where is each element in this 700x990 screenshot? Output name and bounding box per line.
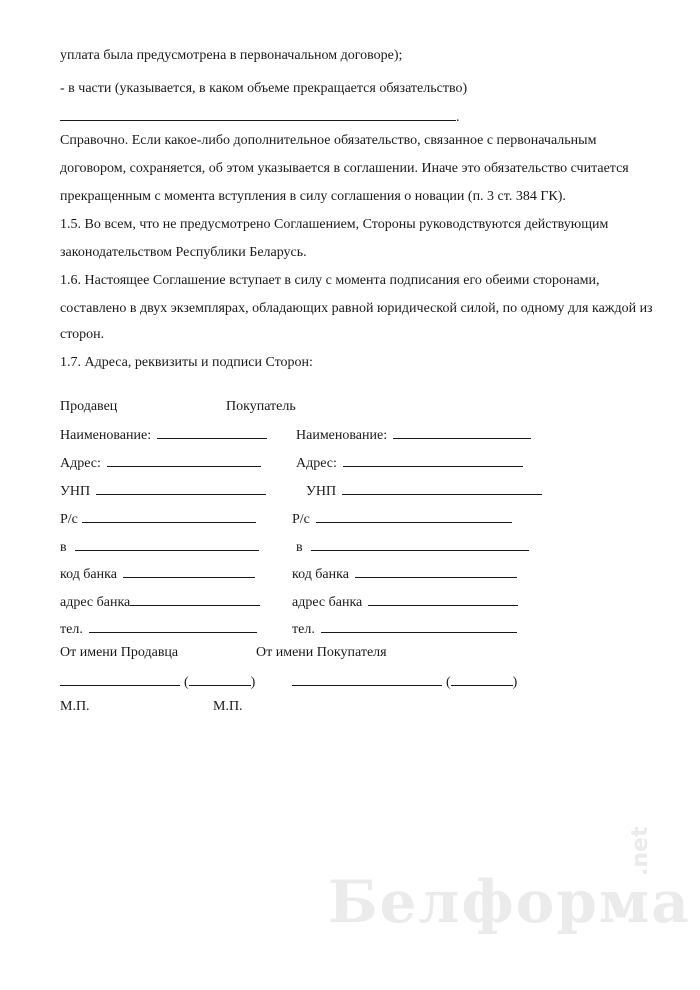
text-line: Справочно. Если какое-либо дополнительное обязательство, связанное с первоначальным <box>60 133 597 148</box>
field-label: Р/с <box>60 512 78 527</box>
field-label: адрес банка <box>292 595 363 610</box>
seller-bank-row <box>60 536 259 557</box>
buyer-bank-code-field[interactable] <box>355 563 517 578</box>
field-label: код банка <box>292 567 349 582</box>
buyer-address-field[interactable] <box>343 452 523 467</box>
seller-stamp: М.П. <box>60 699 90 714</box>
seller-account-field[interactable] <box>82 508 256 523</box>
seller-signature-field[interactable] <box>60 671 180 686</box>
buyer-bank-field[interactable] <box>311 536 529 551</box>
seller-name-field[interactable] <box>157 424 267 439</box>
field-label: Адрес: <box>60 456 101 471</box>
field-label: тел. <box>60 622 83 637</box>
field-label: адрес банка <box>60 595 131 610</box>
seller-bank-address-row <box>60 591 260 612</box>
field-label: УНП <box>60 484 91 499</box>
paren-close: ) <box>250 675 256 690</box>
seller-unp-row <box>60 480 266 501</box>
seller-signature-row <box>60 671 255 692</box>
text-line: 1.6. Настоящее Соглашение вступает в силу с момента подписания его обеими сторонами, <box>60 273 600 288</box>
seller-address-field[interactable] <box>107 452 261 467</box>
seller-on-behalf: От имени Продавца <box>60 645 179 660</box>
seller-address-row <box>60 452 261 473</box>
buyer-bank-address-field[interactable] <box>368 591 518 606</box>
buyer-signature-field[interactable] <box>292 671 442 686</box>
paren-open: ( <box>184 675 189 690</box>
seller-bank-field[interactable] <box>75 536 259 551</box>
paren-close: ) <box>512 675 518 690</box>
seller-bank-code-field[interactable] <box>123 563 255 578</box>
field-label: в <box>296 540 303 555</box>
paren-open: ( <box>446 675 451 690</box>
buyer-bank-code-row <box>292 563 517 584</box>
seller-account-row <box>60 508 256 529</box>
seller-bank-code-row <box>60 563 255 584</box>
field-label: УНП <box>306 484 337 499</box>
field-label: в <box>60 540 67 555</box>
buyer-address-row <box>296 452 523 473</box>
volume-blank <box>60 106 456 121</box>
seller-phone-field[interactable] <box>89 618 257 633</box>
text-line: законодательством Республики Беларусь. <box>60 245 307 260</box>
buyer-heading: Покупатель <box>226 399 296 414</box>
field-label: код банка <box>60 567 117 582</box>
text-line: 1.5. Во всем, что не предусмотрено Соглашением, Стороны руководствуются действующим <box>60 217 609 232</box>
text-line: уплата была предусмотрена в первоначальном договоре); <box>60 48 403 63</box>
period-mark: . <box>456 110 460 125</box>
buyer-name-row <box>296 424 531 445</box>
buyer-phone-field[interactable] <box>321 618 517 633</box>
seller-signature-name-field[interactable] <box>189 671 251 686</box>
seller-name-row <box>60 424 267 445</box>
buyer-account-field[interactable] <box>316 508 512 523</box>
watermark-logo: Белформа <box>328 868 691 936</box>
text-line: составлено в двух экземплярах, обладающих равной юридической силой, по одному для каждой из <box>60 301 653 316</box>
text-line: договором, сохраняется, об этом указывается в соглашении. Иначе это обязательство считается <box>60 161 629 176</box>
buyer-unp-field[interactable] <box>342 480 542 495</box>
buyer-signature-row <box>292 671 517 692</box>
text-line: 1.7. Адреса, реквизиты и подписи Сторон: <box>60 355 313 370</box>
text-line: прекращенным с момента вступления в силу соглашения о новации (п. 3 ст. 384 ГК). <box>60 189 566 204</box>
buyer-stamp: М.П. <box>213 699 243 714</box>
buyer-bank-address-row <box>292 591 518 612</box>
watermark-suffix: .net <box>628 826 653 876</box>
text-line-blank <box>60 106 460 127</box>
seller-heading: Продавец <box>60 399 118 414</box>
field-label: Наименование: <box>60 428 152 443</box>
buyer-account-row <box>292 508 512 529</box>
seller-phone-row <box>60 618 257 639</box>
buyer-signature-name-field[interactable] <box>451 671 513 686</box>
buyer-name-field[interactable] <box>393 424 531 439</box>
field-label: Р/с <box>292 512 310 527</box>
field-label: Наименование: <box>296 428 388 443</box>
buyer-bank-row <box>296 536 529 557</box>
buyer-on-behalf: От имени Покупателя <box>256 645 387 660</box>
buyer-phone-row <box>292 618 517 639</box>
text-line: - в части (указывается, в каком объеме прекращается обязательство) <box>60 81 468 96</box>
field-label: Адрес: <box>296 456 337 471</box>
seller-unp-field[interactable] <box>96 480 266 495</box>
buyer-unp-row <box>306 480 542 501</box>
field-label: тел. <box>292 622 315 637</box>
seller-bank-address-field[interactable] <box>130 591 260 606</box>
text-line: сторон. <box>60 327 105 342</box>
